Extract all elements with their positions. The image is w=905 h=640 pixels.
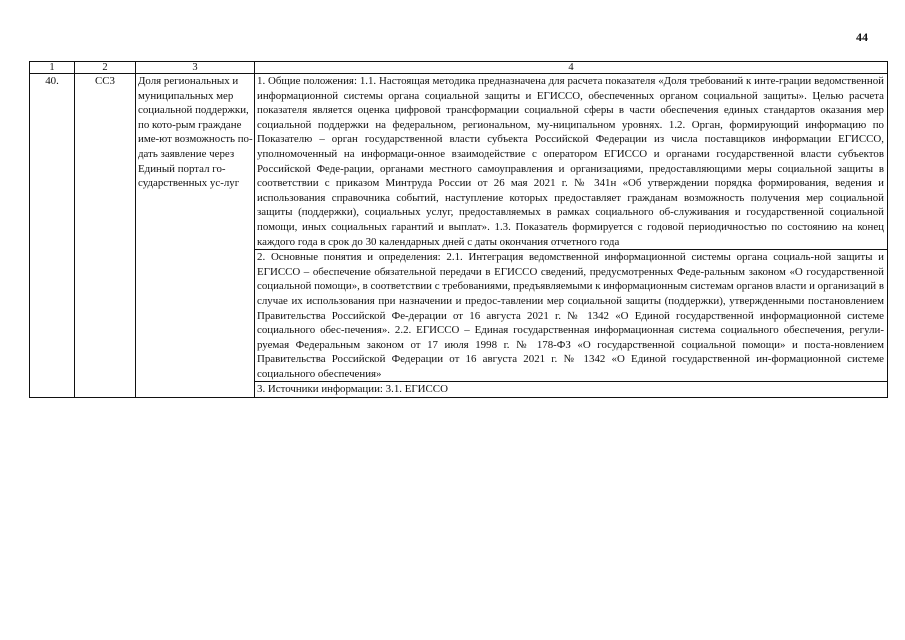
table-row [30, 74, 888, 250]
section-definitions: 2. Основные понятия и определения: 2.1. Интеграция ведомственной информационной системы органа социаль-ной защиты и ЕГИССО – обеспечение обязательной передачи в ЕГИССО сведений, предусмотренных Феде-ральным законом «О государственной социальной помощи», в соответствии с требованиями, предъявляемыми к информационным системам органов власти и организаций в случае их использования при назначении и предос-тавлении мер социальной защиты (поддержки), утвержденными постановлением Правительства Российской Фе-дерации от 16 августа 2021 г. № 1342 «О Единой государственной информационной системе социального обес-печения». 2.2. ЕГИССО – Единая государственная информационная система социального обеспечения, регули-руемая Федеральным законом от 17 июля 1998 г. № 178-ФЗ «О государственной социальной помощи» и поста-новлением Правительства Российской Федерации от 16 августа 2021 г. № 1342 «О Единой государственной ин-формационной системе социального обеспечения» [255, 250, 888, 382]
column-header-3: 3 [136, 62, 255, 74]
column-header-4: 4 [255, 62, 888, 74]
section-information-sources: 3. Источники информации: 3.1. ЕГИССО [255, 382, 888, 398]
column-header-2: 2 [75, 62, 136, 74]
indicator-code-cell: СС3 [75, 74, 136, 398]
section-general-provisions: 1. Общие положения: 1.1. Настоящая методика предназначена для расчета показателя «Доля требований к инте-грации ведомственной информационной системы органа социальной защиты и ЕГИССО, обеспеченных органом социальной защиты». Целью расчета показателя является оценка цифровой трансформации социальной сферы в части обеспечения единых стандартов оказания мер социальной поддержки на федеральном, региональном, му-ниципальном уровнях. 1.2. Орган, формирующий информацию по Показателю – орган государственной власти субъекта Российской Федерации из числа поставщиков информации ЕГИССО, уполномоченный на информаци-онное взаимодействие с оператором ЕГИССО и органами государственной власти субъектов Российской Феде-рации, органами местного самоуправления и организациями, предоставляющими меры социальной защиты в соответствии с приказом Минтруда России от 26 мая 2021 г. № 341н «Об утверждении порядка формирования, ведения и использования справочника событий, наступление которых предоставляет гражданам возможность получения мер социальной защиты (поддержки), социальных услуг, предоставляемых в рамках социального об-служивания и государственной социальной помощи, иных социальных гарантий и выплат». 1.3. Показатель формируется с годовой периодичностью по состоянию на конец каждого года в срок до 30 календарных дней с даты окончания отчетного года [255, 74, 888, 250]
column-header-1: 1 [30, 62, 75, 74]
page-number: 44 [856, 30, 868, 44]
table-header-row [30, 62, 888, 74]
indicator-name-cell: Доля региональных и муниципальных мер социальной поддержки, по кото-рым граждане име-ют возможность по-дать заявление через Единый портал го-сударственных ус-луг [136, 74, 255, 398]
row-number-cell: 40. [30, 74, 75, 398]
indicator-table [29, 61, 888, 398]
